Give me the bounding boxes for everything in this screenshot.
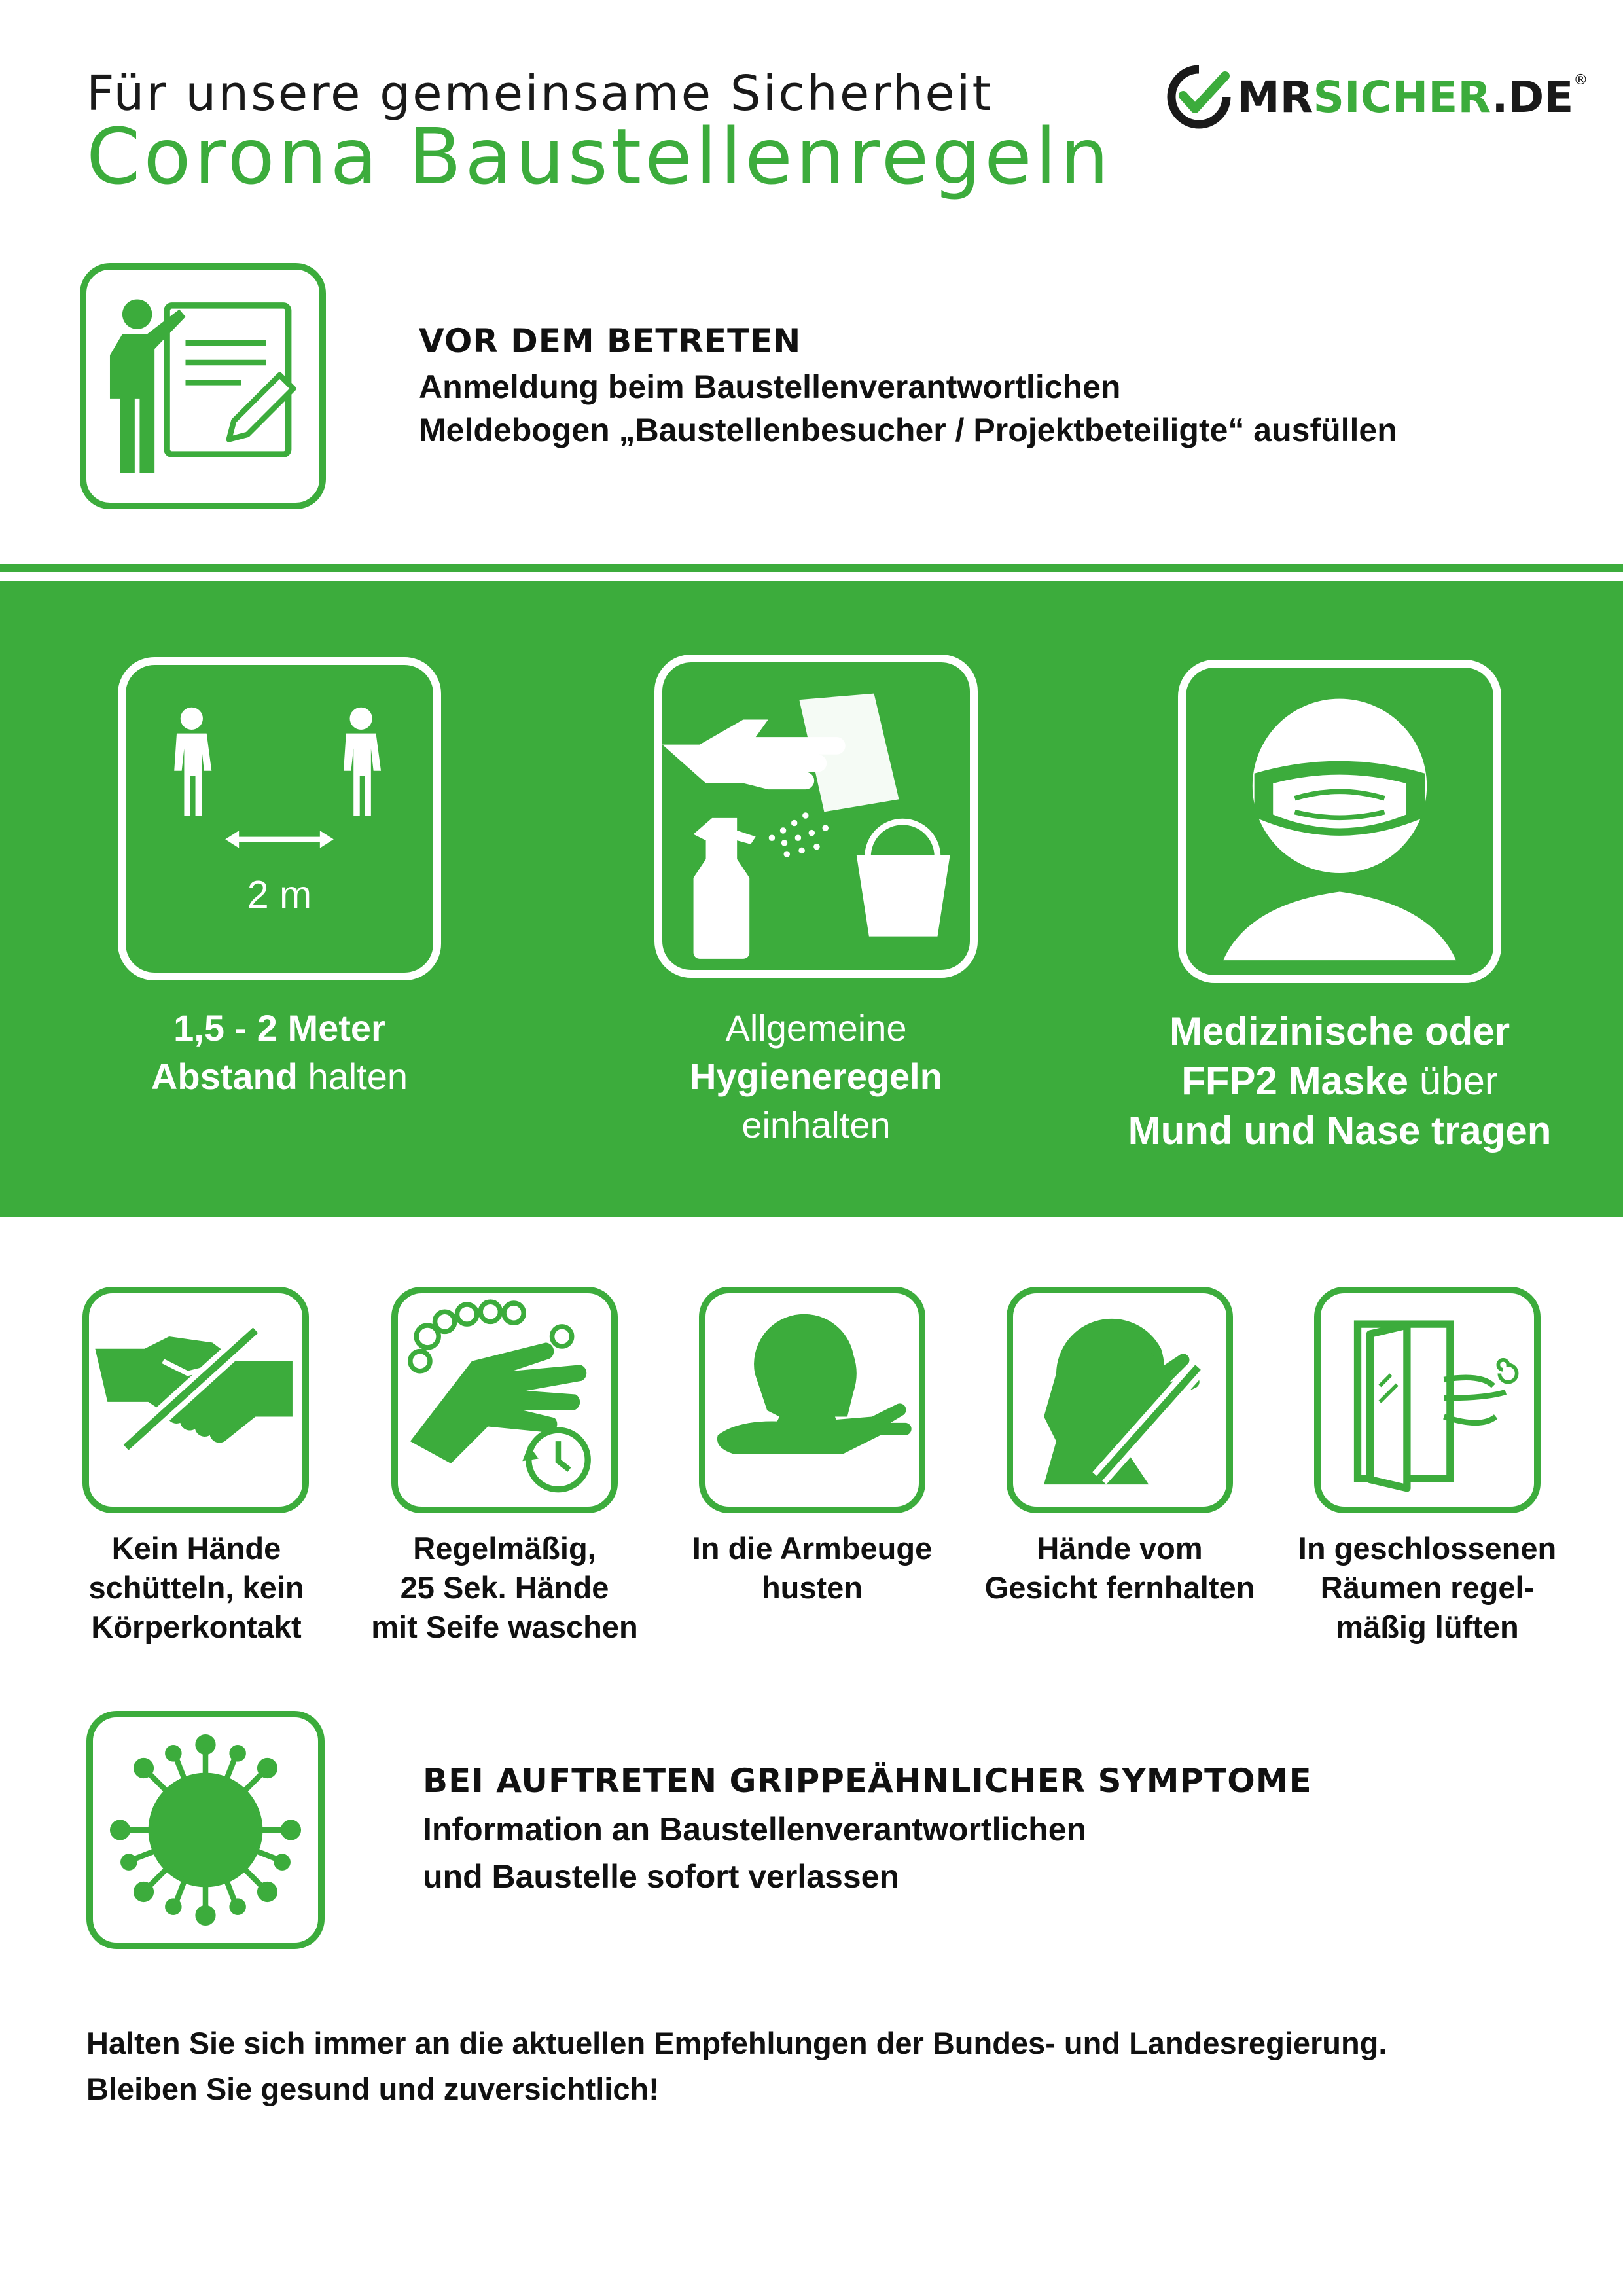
virus-icon xyxy=(93,1717,318,1943)
rule-distance-line-2-normal: halten xyxy=(297,1056,408,1097)
cough-into-elbow-icon xyxy=(705,1293,919,1507)
rule-hygiene-line-1: Allgemeine xyxy=(725,1007,907,1049)
rule-hygiene-caption xyxy=(622,1004,1010,1149)
open-window-icon xyxy=(1321,1293,1534,1507)
rule-distance-caption xyxy=(85,1004,474,1101)
symptoms-heading: BEI AUFTRETEN GRIPPEÄHNLICHER SYMPTOME xyxy=(423,1762,1312,1800)
logo-registered: ® xyxy=(1573,72,1588,88)
symptoms-line-1: Information an Baustellenverantwortlichen xyxy=(423,1811,1087,1848)
rule-handwash-caption xyxy=(357,1529,652,1647)
footer-line-2: Bleiben Sie gesund und zuversichtlich! xyxy=(86,2072,659,2106)
hygiene-icon-box xyxy=(654,655,978,978)
brand-logo xyxy=(1166,64,1588,130)
cough-icon-box xyxy=(699,1287,925,1513)
caption-line: Kein Hände xyxy=(111,1531,281,1566)
caption-line: Körperkontakt xyxy=(91,1609,302,1644)
face-mask-icon xyxy=(1186,668,1493,975)
rule-mask-line-2-bold: FFP2 Maske xyxy=(1181,1059,1409,1103)
no-face-touch-icon xyxy=(1013,1293,1226,1507)
distance-icon-box xyxy=(118,657,441,980)
caption-line: 25 Sek. Hände xyxy=(400,1570,609,1605)
footer-line-1: Halten Sie sich immer an die aktuellen Empfehlungen der Bundes- und Landesregierung. xyxy=(86,2026,1387,2060)
caption-line: Räumen regel- xyxy=(1320,1570,1535,1605)
rule-mask-line-2-normal: über xyxy=(1408,1059,1498,1103)
distance-icon xyxy=(126,665,433,973)
check-circle-icon xyxy=(1166,64,1232,130)
band-divider-bottom xyxy=(0,1210,1623,1217)
person-with-form-icon xyxy=(86,270,319,503)
handwash-icon-box xyxy=(391,1287,618,1513)
caption-line: mit Seife waschen xyxy=(371,1609,638,1644)
before-entering-line-1: Anmeldung beim Baustellenverantwortlichen xyxy=(419,368,1121,405)
handwash-icon xyxy=(398,1293,611,1507)
rule-hygiene-line-3: einhalten xyxy=(741,1104,891,1145)
ventilate-icon-box xyxy=(1314,1287,1541,1513)
rule-mask-caption xyxy=(1113,1007,1567,1156)
caption-line: In geschlossenen xyxy=(1298,1531,1557,1566)
logo-text-sicher: SICHER xyxy=(1313,72,1492,122)
before-entering-heading: VOR DEM BETRETEN xyxy=(419,322,802,360)
logo-text-mr: MR xyxy=(1237,72,1313,122)
distance-icon-label: 2 m xyxy=(247,874,312,917)
caption-line: In die Armbeuge xyxy=(692,1531,933,1566)
page-subtitle: Für unsere gemeinsame Sicherheit xyxy=(86,65,993,122)
rule-ventilate-caption xyxy=(1287,1529,1568,1647)
virus-icon-box xyxy=(86,1711,325,1949)
registration-icon-box xyxy=(80,263,326,509)
rule-no-face-touch-caption xyxy=(966,1529,1274,1607)
rule-no-handshake-caption xyxy=(65,1529,327,1647)
symptoms-line-2: und Baustelle sofort verlassen xyxy=(423,1858,900,1895)
before-entering-line-2: Meldebogen „Baustellenbesucher / Projektbeteiligte“ ausfüllen xyxy=(419,412,1397,448)
no-handshake-icon-box xyxy=(82,1287,309,1513)
rule-hygiene-line-2: Hygieneregeln xyxy=(690,1056,942,1097)
mask-icon-box xyxy=(1178,660,1501,983)
rule-cough-caption xyxy=(671,1529,953,1607)
caption-line: schütteln, kein xyxy=(88,1570,304,1605)
rule-distance-line-1: 1,5 - 2 Meter xyxy=(173,1007,385,1049)
rule-mask-line-3: Mund und Nase tragen xyxy=(1128,1109,1552,1153)
band-divider-top xyxy=(0,564,1623,572)
caption-line: husten xyxy=(761,1570,863,1605)
rule-distance-line-2-bold: Abstand xyxy=(151,1056,298,1097)
caption-line: Gesicht fernhalten xyxy=(984,1570,1255,1605)
logo-text-de: .DE xyxy=(1491,72,1574,122)
rule-mask-line-1: Medizinische oder xyxy=(1169,1009,1510,1053)
no-face-touch-icon-box xyxy=(1007,1287,1233,1513)
hygiene-icon xyxy=(662,662,970,970)
page-title: Corona Baustellenregeln xyxy=(86,111,1113,202)
caption-line: Regelmäßig, xyxy=(413,1531,596,1566)
caption-line: Hände vom xyxy=(1037,1531,1203,1566)
no-handshake-icon xyxy=(89,1293,302,1507)
caption-line: mäßig lüften xyxy=(1336,1609,1519,1644)
